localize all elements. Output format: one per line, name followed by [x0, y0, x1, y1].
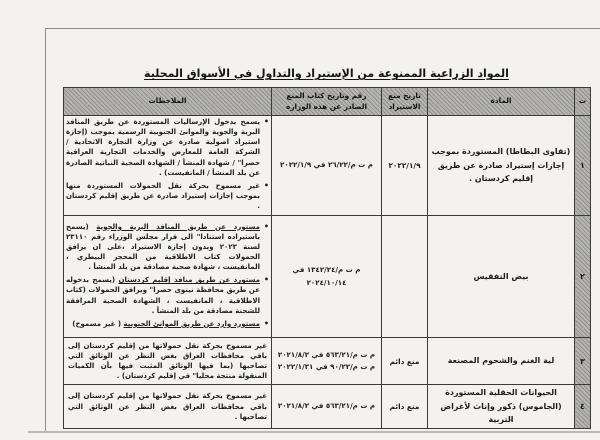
- table-row: [64, 338, 591, 385]
- header-letter-number: رقم وتاريخ كتاب المنع الصادر عن هذه الوزاره: [272, 88, 382, 116]
- letter-line: م ت م/٢٦/٢٢ في ٢٠٢٢/١/٩: [280, 160, 373, 170]
- page-edge-bottom-line: [28, 431, 600, 433]
- letter-line: م ت م/١٣٤٢/٢٤ في ٢٠٢٤/١٠/١٤: [292, 265, 361, 287]
- row-number-cell: ١: [575, 116, 591, 216]
- row-number-cell: ٣: [575, 338, 591, 385]
- letter-number-cell: [272, 216, 382, 338]
- letter-number-cell: [272, 116, 382, 216]
- letter-number-cell: [272, 385, 382, 429]
- header-material: المادة: [428, 88, 575, 116]
- notes-cell: [64, 338, 272, 385]
- letter-number-cell: [272, 338, 382, 385]
- table-row: [64, 116, 591, 216]
- note-item: [66, 275, 269, 316]
- ban-date-cell: [382, 216, 428, 338]
- row-number-cell: ٢: [575, 216, 591, 338]
- note-text: (يسمح بدخوله عن طريق محافظة نينوى حصرا" ويرافق الحمولات (كتاب الاطلاقية ، المانفيست ، الشهادة الصحية المرافقة للشحنة مصادقة من بلد المنشأ .: [66, 276, 260, 315]
- row-number-cell: ٤: [575, 385, 591, 429]
- note-item: [66, 391, 269, 421]
- ban-date-cell: ٢٠٢٢/١/٩: [382, 116, 428, 216]
- note-text: يسمح بدخول الإرساليات المستوردة عن طريق المنافذ البرية والجوية والموانئ الجنوبية الرسمية بموجب (إجازة استيراد اصولية صادرة عن وزارة التجارة الاتحادية / الشركة العامة للمعارض والخدمات التجارية العراقية حصرا" / شهادة المنشأ / الشهادة الصحية النباتية الصادرة عن بلد المنشأ / المانفيست) .: [66, 118, 260, 177]
- bullet-icon: •: [263, 275, 269, 285]
- page-edge-top-line: [45, 28, 600, 29]
- material-cell: بيض التفقيس: [428, 216, 575, 338]
- note-lead-underlined: مستورد عن طريق المنافذ البرية والجوية: [96, 222, 260, 231]
- page-title-text: المواد الزراعية الممنوعة من الإستيراد والتداول في الأسواق المحلية: [144, 67, 509, 80]
- ban-date-cell: منع دائم: [382, 385, 428, 429]
- note-lead-underlined: مستورد وارد عن طريق الموانئ الجنوبية: [123, 319, 260, 328]
- note-text: غير مسموح بحركة نقل الحمولات المستوردة منها بموجب إجازات إستيراد صادرة عن طريق إقليم كردستان .: [66, 181, 260, 211]
- table-row: [64, 216, 591, 338]
- material-cell: الحيوانات الحقلية المستوردة (الجاموس) ذكور وإناث لأغراض التربية: [428, 385, 575, 429]
- page-title: [63, 62, 590, 81]
- header-ban-date: تاريخ منع الاستيراد: [382, 88, 428, 116]
- bullet-icon: •: [263, 318, 269, 328]
- ban-date-cell: منع دائم: [382, 338, 428, 385]
- material-cell: (تقاوى البطاطا) المستوردة بموجب إجازات إستيراد صادرة عن طريق إقليم كردستان .: [428, 116, 575, 216]
- note-text: (يسمح باستيراده استنادا" الى قرار مجلس الوزراء رقم ٢٣١١٠ لسنة ٢٠٢٣ وبدون إجازة الاستيراد ،على ان يرافق الحمولات كتاب الاطلاقية من المحجر البيطري ، المانفيست ، شهادة صحية مصادقة من بلد المنشأ .: [66, 222, 260, 272]
- table-row: [64, 385, 591, 429]
- bullet-icon: •: [263, 180, 269, 190]
- table-body: [64, 116, 591, 429]
- letter-line: م ت م/٥٦٣/٢١ في ٢٠٢١/٨/٢: [277, 401, 376, 411]
- note-text: غير مسموح بحركة نقل حمولاتها من إقليم كردستان إلى باقي محافظات العراق بغض النظر عن الوثائق التي تصاحبها (بما فيها الوثائق المثبت فيها بأن الكميات المنقولة منتجة محليا" في إقليم كردستان) .: [68, 341, 267, 381]
- header-index: ت: [575, 88, 591, 116]
- material-cell: لية الغنم والشحوم المصنعة: [428, 338, 575, 385]
- notes-cell: [64, 216, 272, 338]
- note-text: غير مسموح بحركة نقل حمولاتها من إقليم كردستان إلى باقي محافظات العراق بغض النظر عن الوثائق التي تصاحبها .: [68, 392, 267, 421]
- note-item: [66, 319, 269, 329]
- bullet-icon: •: [263, 221, 269, 231]
- note-item: [66, 117, 269, 178]
- table-head: [64, 88, 591, 116]
- ban-table: [63, 87, 591, 429]
- letter-line: م ت م/٩٠/٢٢ في ٢٠٢٢/١/٣١: [277, 362, 376, 372]
- note-item: [66, 341, 269, 382]
- bullet-icon: •: [263, 117, 269, 126]
- notes-cell: [64, 385, 272, 429]
- note-text: ( غير مسموح): [72, 319, 124, 328]
- table-header-row: [64, 88, 591, 116]
- notes-cell: [64, 116, 272, 216]
- letter-line: م ت م/٥٦٣/٢١ في ٢٠٢١/٨/٢: [277, 349, 376, 359]
- note-item: [66, 222, 269, 273]
- header-notes: الملاحظات: [64, 88, 272, 116]
- page-edge-left-line: [45, 28, 46, 432]
- note-lead-underlined: مستورد عن طريق منافذ إقليم كردستان: [118, 276, 260, 285]
- note-item: [66, 181, 269, 211]
